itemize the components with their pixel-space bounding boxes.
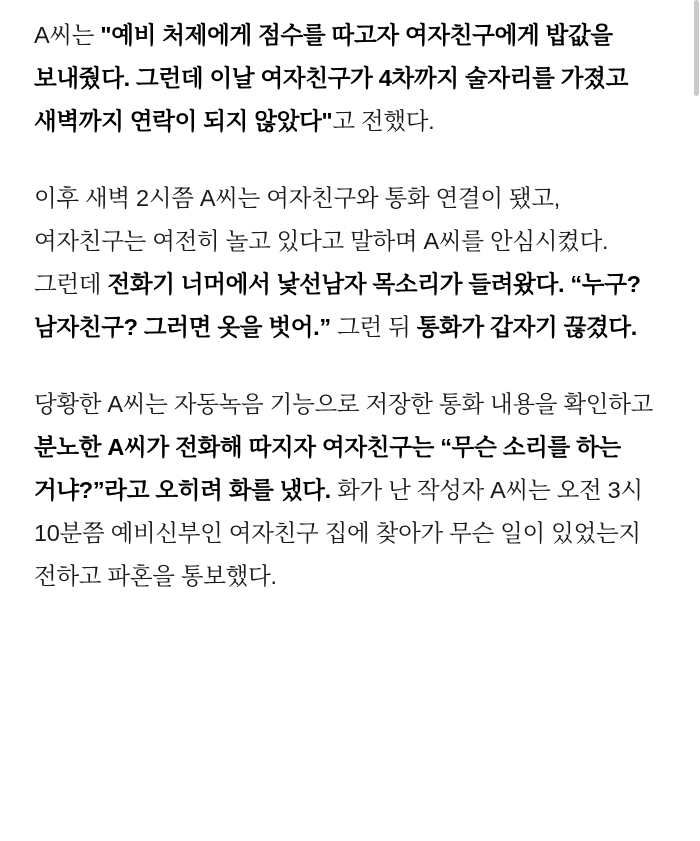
emphasis-text: 전화기 너머에서 낯선남자 목소리가 들려왔다. “누구? 남자친구? 그러면 옷을 벗어.” xyxy=(34,271,641,340)
body-text: 당황한 A씨는 자동녹음 기능으로 저장한 통화 내용을 확인하고 xyxy=(34,391,654,417)
body-text: 그런 뒤 xyxy=(330,314,417,340)
paragraph-2 xyxy=(34,177,672,349)
emphasis-text: 분노한 A씨가 전화해 따지자 여자친구는 “무슨 소리를 하는 거냐?”라고 오히려 화를 냈다. xyxy=(34,434,621,503)
paragraph-3 xyxy=(34,383,672,598)
scrollbar-thumb[interactable] xyxy=(694,0,699,96)
paragraph-1 xyxy=(34,14,672,143)
scrollbar-track[interactable] xyxy=(693,0,700,841)
body-text: 이후 새벽 2시쯤 A씨는 여자친구와 통화 연결이 됐고, 여자친구는 여전히 놀고 있다고 말하며 A씨를 안심시켰다. 그런데 xyxy=(34,185,609,297)
emphasis-text: "예비 처제에게 점수를 따고자 여자친구에게 밥값을 보내줬다. 그런데 이날 여자친구가 4차까지 술자리를 가졌고 새벽까지 연락이 되지 않았다" xyxy=(34,22,628,134)
body-text: A씨는 xyxy=(34,22,101,48)
body-text: 고 전했다. xyxy=(332,108,435,134)
emphasis-text: 통화가 갑자기 끊겼다. xyxy=(416,314,638,340)
body-text: 화가 난 작성자 A씨는 오전 3시 10분쯤 예비신부인 여자친구 집에 찾아가 무슨 일이 있었는지 전하고 파혼을 통보했다. xyxy=(34,477,643,589)
